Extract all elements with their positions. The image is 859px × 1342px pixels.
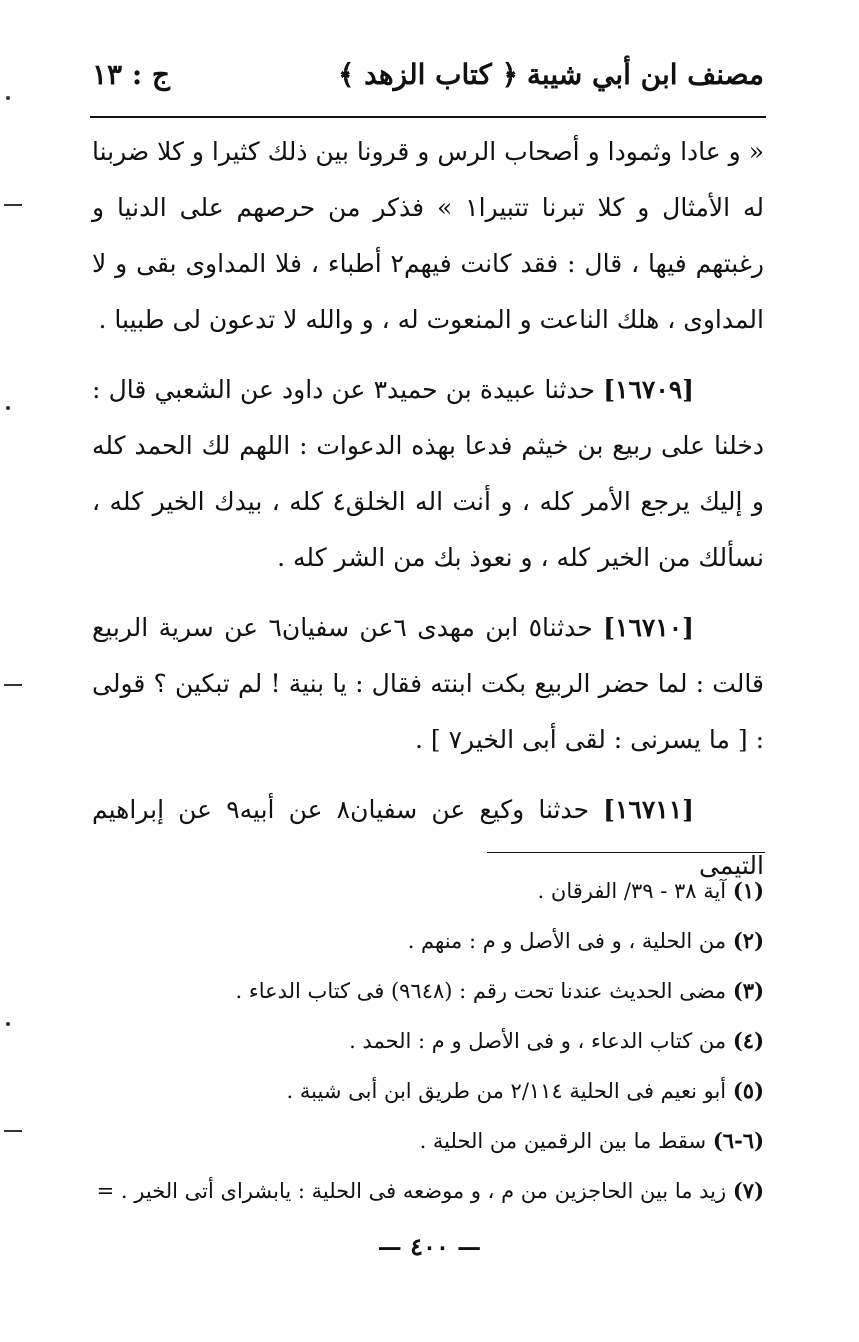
- footnote: [92, 916, 764, 966]
- footnote-text: من الحلية ، و فى الأصل و م : منهم .: [407, 929, 727, 953]
- footnote-text: زيد ما بين الحاجزين من م ، و موضعه فى الحلية : يابشراى أتى الخير . =: [96, 1179, 727, 1203]
- margin-dot: [6, 1022, 10, 1026]
- footnote: [92, 1116, 764, 1166]
- footnote-number: (٣): [732, 978, 764, 1003]
- hadith-number: [١٦٧١١]: [603, 795, 694, 824]
- footnote-text: أبو نعيم فى الحلية ٢/١١٤ من طريق ابن أبى شيبة .: [286, 1079, 727, 1103]
- paragraph-1-text: « و عادا وثمودا و أصحاب الرس و قرونا بين ذلك كثيرا و كلا ضربنا له الأمثال و كلا تبرنا تتبيرا١ » فذكر من حرصهم على الدنيا و رغبتهم فيها ، قال : فقد كانت فيهم٢ أطباء ، فلا المداوى بقى و لا المداوى ، هلك الناعت و المنعوت له ، و والله لا تدعون لى طبيبا .: [92, 137, 764, 334]
- section-title: ﴿ كتاب الزهد ﴾: [338, 58, 518, 91]
- footnote-rule: [487, 852, 765, 853]
- paragraph-3: [92, 600, 764, 768]
- margin-mark: [4, 204, 22, 206]
- footnotes: [92, 866, 764, 1216]
- page-number: — ٤٠٠ —: [377, 1232, 482, 1261]
- footnote-number: (٢): [732, 928, 764, 953]
- footnote-text: من كتاب الدعاء ، و فى الأصل و م : الحمد .: [349, 1029, 727, 1053]
- running-header: [92, 52, 764, 112]
- main-text: [92, 124, 764, 908]
- footnote-text: آية ٣٨ - ٣٩/ الفرقان .: [537, 879, 727, 903]
- hadith-number: [١٦٧١٠]: [603, 613, 694, 642]
- header-rule: [90, 116, 766, 118]
- footnote-number: (٧): [732, 1178, 764, 1203]
- footnote: [92, 966, 764, 1016]
- margin-dot: [6, 406, 10, 410]
- paragraph-2: [92, 362, 764, 586]
- footnote: [92, 866, 764, 916]
- footnote-text: سقط ما بين الرقمين من الحلية .: [419, 1129, 707, 1153]
- margin-mark: [4, 684, 22, 686]
- margin-mark: [4, 1130, 22, 1132]
- footnote-text: مضى الحديث عندنا تحت رقم : (٩٦٤٨) فى كتاب الدعاء .: [235, 979, 727, 1003]
- footnote: [92, 1066, 764, 1116]
- volume-number: ج : ١٣: [92, 58, 170, 91]
- margin-dot: [6, 96, 10, 100]
- footnote: [92, 1166, 764, 1216]
- hadith-number: [١٦٧٠٩]: [603, 375, 695, 404]
- paragraph-4-text: حدثنا وكيع عن سفيان٨ عن أبيه٩ عن إبراهيم التيمى: [92, 795, 764, 880]
- book-title: مصنف ابن أبي شيبة: [526, 58, 764, 91]
- footnote-number: (٤): [732, 1028, 764, 1053]
- footnote: [92, 1016, 764, 1066]
- footnote-number: (١): [732, 878, 764, 903]
- paragraph-3-text: حدثنا٥ ابن مهدى ٦عن سفيان٦ عن سرية الربيع قالت : لما حضر الربيع بكت ابنته فقال : يا بنية ! لم تبكين ؟ قولى : [ ما يسرنى : لقى أبى الخير٧ ] .: [92, 613, 764, 754]
- paragraph-1: [92, 124, 764, 348]
- paragraph-2-text: حدثنا عبيدة بن حميد٣ عن داود عن الشعبي قال : دخلنا على ربيع بن خيثم فدعا بهذه الدعوات : اللهم لك الحمد كله و إليك يرجع الأمر كله ، و أنت اله الخلق٤ كله ، بيدك الخير كله ، نسألك من الخير كله ، و نعوذ بك من الشر كله .: [92, 375, 765, 572]
- footnote-number: (٦-٦): [712, 1128, 764, 1153]
- footnote-number: (٥): [732, 1078, 764, 1103]
